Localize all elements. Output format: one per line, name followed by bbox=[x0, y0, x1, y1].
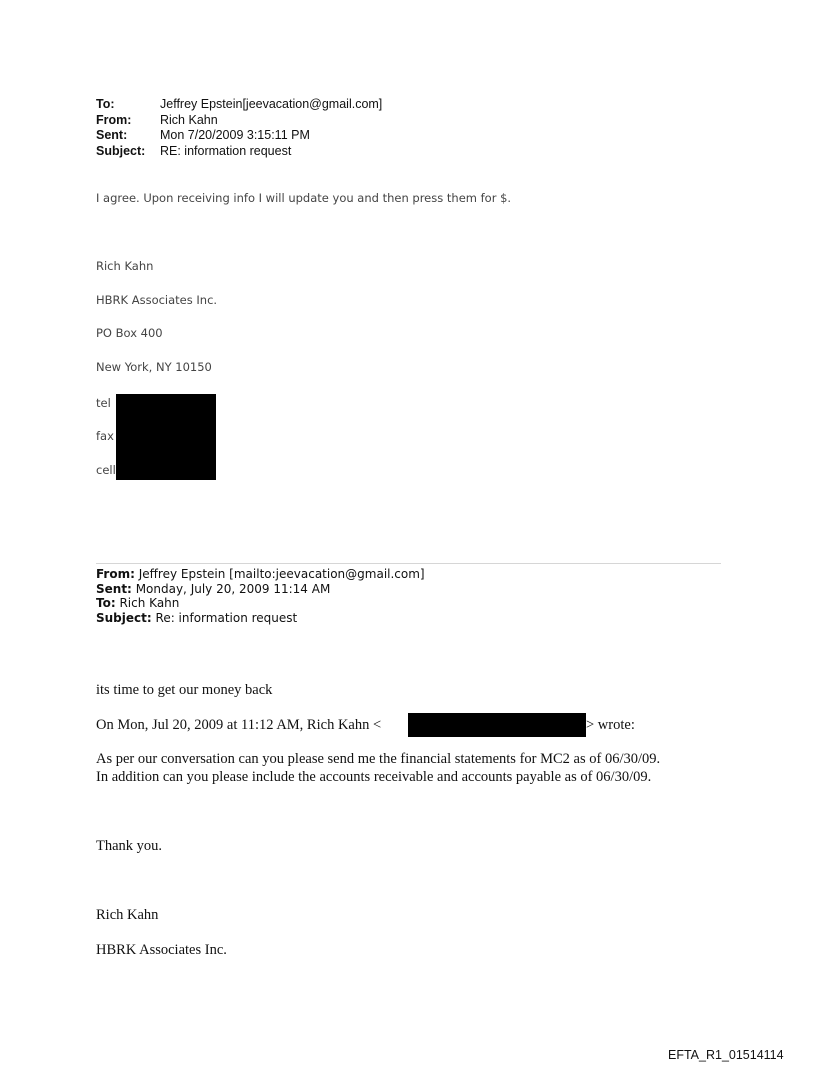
header-to-row bbox=[96, 97, 382, 113]
header-from-row bbox=[96, 113, 382, 129]
redaction-phone-numbers bbox=[116, 394, 216, 480]
signature-tel-label: tel bbox=[96, 396, 111, 410]
forwarded-sent-row bbox=[96, 582, 425, 597]
header-sent-row bbox=[96, 128, 382, 144]
forwarded-sent-label: Sent: bbox=[96, 581, 132, 596]
forwarded-subject-label: Subject: bbox=[96, 610, 152, 625]
forwarded-header bbox=[96, 567, 425, 625]
redaction-email-address bbox=[408, 713, 586, 737]
quote-intro-before: On Mon, Jul 20, 2009 at 11:12 AM, Rich Kahn < bbox=[96, 717, 382, 733]
message-line-money: its time to get our money back bbox=[96, 682, 273, 698]
request-line-2: In addition can you please include the accounts receivable and accounts payable as of 06/30/09. bbox=[96, 769, 652, 785]
forwarded-from-value: Jeffrey Epstein [mailto:jeevacation@gmail.com] bbox=[138, 567, 425, 581]
signature-name: Rich Kahn bbox=[96, 259, 154, 273]
original-signature-name: Rich Kahn bbox=[96, 907, 159, 923]
header-from-label: From: bbox=[96, 112, 132, 127]
forwarded-to-value: Rich Kahn bbox=[119, 596, 180, 610]
signature-city: New York, NY 10150 bbox=[96, 360, 212, 374]
signature-fax-label: fax bbox=[96, 429, 114, 443]
header-subject-value: RE: information request bbox=[160, 143, 292, 158]
quote-intro-after: > wrote: bbox=[586, 717, 635, 733]
forwarded-to-row bbox=[96, 596, 425, 611]
request-line-1: As per our conversation can you please send me the financial statements for MC2 as of 06/30/09. bbox=[96, 751, 661, 767]
signature-cell-label: cell bbox=[96, 463, 116, 477]
header-sent-label: Sent: bbox=[96, 128, 128, 142]
forwarded-subject-row bbox=[96, 611, 425, 626]
original-signature-company: HBRK Associates Inc. bbox=[96, 942, 227, 958]
message-divider bbox=[96, 563, 721, 564]
forwarded-sent-value: Monday, July 20, 2009 11:14 AM bbox=[135, 581, 331, 596]
thanks-line: Thank you. bbox=[96, 838, 163, 854]
signature-company: HBRK Associates Inc. bbox=[96, 293, 218, 307]
header-to-value: Jeffrey Epstein[jeevacation@gmail.com] bbox=[160, 97, 383, 111]
email-header bbox=[96, 97, 382, 159]
forwarded-from-label: From: bbox=[96, 567, 135, 581]
header-from-value: Rich Kahn bbox=[160, 112, 218, 127]
forwarded-from-row bbox=[96, 567, 425, 582]
document-id: EFTA_R1_01514114 bbox=[668, 1048, 784, 1062]
reply-body: I agree. Upon receiving info I will update you and then press them for $. bbox=[96, 191, 512, 205]
signature-po-box: PO Box 400 bbox=[96, 326, 163, 340]
header-to-label: To: bbox=[96, 97, 115, 111]
forwarded-subject-value: Re: information request bbox=[155, 610, 298, 625]
header-sent-value: Mon 7/20/2009 3:15:11 PM bbox=[160, 128, 310, 142]
forwarded-to-label: To: bbox=[96, 596, 116, 610]
header-subject-row bbox=[96, 144, 382, 160]
header-subject-label: Subject: bbox=[96, 143, 146, 158]
